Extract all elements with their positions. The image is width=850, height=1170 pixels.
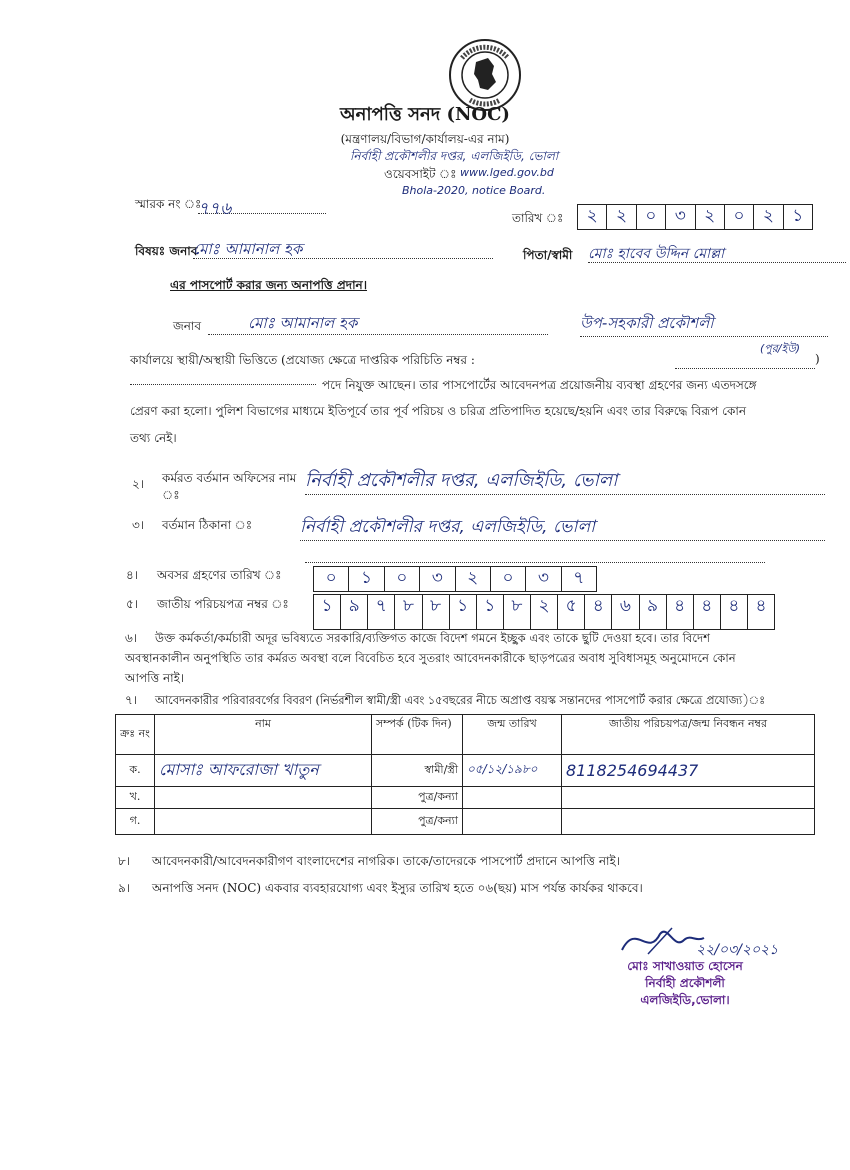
item-6-line1: উক্ত কর্মকর্তা/কর্মচারী অদূর ভবিষ্যতে সরকারি/ব্যক্তিগত কাজে বিদেশ গমনে ইচ্ছুক এবং তাকে ছুটি দেওয়া হবে। তার বিদেশ: [155, 631, 710, 645]
date-digit: ২: [696, 205, 725, 229]
row-relation: পুত্র/কন্যা: [372, 787, 463, 809]
document-title: অনাপত্তি সনদ (NOC): [340, 104, 510, 125]
signature-date: ২২/০৩/২০২১: [696, 942, 779, 958]
item-3-number: ৩।: [132, 518, 145, 532]
nid-digit: ৪: [694, 595, 721, 629]
memo-label: স্মারক নং ঃ: [135, 197, 202, 211]
date-digit: ৩: [666, 205, 695, 229]
date-digit: ২: [607, 205, 636, 229]
row-relation: পুত্র/কন্যা: [372, 809, 463, 835]
retirement-digit: ৩: [420, 567, 455, 591]
date-digit: ২: [578, 205, 607, 229]
nid-digit: ৬: [612, 595, 639, 629]
subject-label: বিষয়ঃ জনাব: [135, 244, 198, 258]
item-4-label: অবসর গ্রহণের তারিখ ঃ: [157, 568, 282, 582]
body-line-5: তথ্য নেই।: [130, 431, 177, 445]
body-line-2: কার্যালয়ে স্থায়ী/অস্থায়ী ভিত্তিতে (প্রযোজ্য ক্ষেত্রে দাপ্তরিক পরিচিতি নম্বর :: [130, 353, 475, 367]
designation: উপ-সহকারী প্রকৌশলী: [580, 314, 714, 332]
item-3-label: বর্তমান ঠিকানা ঃ: [162, 518, 253, 532]
body-line-4: প্রেরণ করা হলো। পুলিশ বিভাগের মাধ্যমে ইতিপূর্বে তার পূর্ব পরিচয় ও চরিত্র প্রতিপাদিত হয়েছে/হয়নি এবং তার বিরুদ্ধে বিরূপ কোন: [130, 404, 747, 418]
nid-digit: ৪: [721, 595, 748, 629]
nid-digit: ৮: [395, 595, 422, 629]
address-line-2: [305, 558, 765, 563]
subject-line: এর পাসপোর্ট করার জন্য অনাপত্তি প্রদান।: [170, 278, 368, 292]
stamp-designation: নির্বাহী প্রকৌশলী: [645, 976, 725, 990]
nid-digit: ৮: [504, 595, 531, 629]
nid-digit: ৫: [558, 595, 585, 629]
row-birthdate: [463, 787, 562, 809]
father-name: মোঃ হাবেব উদ্দিন মোল্লা: [588, 246, 725, 262]
subject-name: মোঃ আমানাল হক: [193, 240, 303, 258]
post-field: [130, 374, 316, 385]
nid-digit: ২: [531, 595, 558, 629]
body-mr-label: জনাব: [173, 319, 202, 333]
memo-value: ৭৭৬: [198, 199, 232, 219]
date-digit: ০: [637, 205, 666, 229]
item-8-number: ৮।: [118, 854, 131, 868]
nid-digit: ৭: [368, 595, 395, 629]
table-row: [116, 755, 815, 787]
retirement-digit: ০: [385, 567, 420, 591]
header-serial: ক্রঃ নং: [116, 715, 155, 755]
header-relation: সম্পর্ক (টিক দিন): [372, 715, 463, 755]
date-digit-boxes: [577, 204, 813, 230]
date-label: তারিখ ঃ: [512, 211, 564, 225]
item-2-number: ২।: [132, 477, 145, 491]
designation-suffix: (পুর/ইউ): [760, 342, 801, 355]
retirement-digit: ৭: [573, 568, 585, 588]
item-9-number: ৯।: [118, 881, 131, 895]
nid-digit: ৪: [755, 596, 767, 616]
address-value: নির্বাহী প্রকৌশলীর দপ্তর, এলজিইডি, ভোলা: [300, 517, 596, 537]
official-id-field: [675, 360, 815, 369]
family-table-header: [116, 715, 815, 755]
subject-name-field: [193, 238, 493, 259]
stamp-name: মোঃ সাখাওয়াত হোসেন: [627, 959, 743, 973]
website-label: ওয়েবসাইট ঃ: [384, 167, 457, 181]
retirement-digit: ০: [314, 567, 349, 591]
item-4-number: ৪।: [126, 568, 139, 582]
family-table: [115, 714, 815, 835]
item-2-label: কর্মরত বর্তমান অফিসের নাম ঃ: [162, 471, 297, 502]
retirement-date-boxes: [313, 566, 597, 592]
date-digit: ১: [792, 206, 804, 226]
office-name-value: নির্বাহী প্রকৌশলীর দপ্তর, এলজিইডি, ভোলা: [305, 470, 618, 491]
row-name: [155, 809, 372, 835]
row-relation: স্বামী/স্ত্রী: [372, 755, 463, 787]
row-nid: 8118254694437: [562, 755, 815, 787]
header-birthdate: জন্ম তারিখ: [463, 715, 562, 755]
retirement-digit: ৩: [526, 567, 561, 591]
body-line-3: পদে নিযুক্ত আছেন। তার পাসপোর্টের আবেদনপত্র প্রয়োজনীয় ব্যবস্থা গ্রহণের জন্য এতদসঙ্গে: [322, 378, 757, 392]
item-5-label: জাতীয় পরিচয়পত্র নম্বর ঃ: [157, 597, 289, 611]
item-5-number: ৫।: [126, 597, 139, 611]
item-8-text: আবেদনকারী/আবেদনকারীগণ বাংলাদেশের নাগরিক। তাকে/তাদেরকে পাসপোর্ট প্রদানে আপত্তি নাই।: [152, 854, 621, 868]
signature-scribble: [618, 920, 708, 960]
row-name: মোসাঃ আফরোজা খাতুন: [155, 755, 372, 787]
body-line-2-end: ): [815, 352, 820, 366]
memo-field: [198, 196, 326, 219]
retirement-digit: ২: [456, 567, 491, 591]
table-row: [116, 787, 815, 809]
body-name: মোঃ আমানাল হক: [248, 314, 358, 332]
ministry-caption: (মন্ত্রণালয়/বিভাগ/কার্যালয়-এর নাম): [340, 132, 510, 146]
nid-digit: ৯: [640, 595, 667, 629]
nid-digit: ৯: [341, 595, 368, 629]
website-value: www.lged.gov.bd: [460, 166, 554, 179]
item-7-number: ৭।: [125, 693, 138, 707]
row-birthdate: ০৫/১২/১৯৮০: [463, 755, 562, 787]
retirement-digit: ১: [349, 567, 384, 591]
row-serial: গ.: [116, 809, 155, 835]
item-9-text: অনাপত্তি সনদ (NOC) একবার ব্যবহারযোগ্য এবং ইস্যুর তারিখ হতে ০৬(ছয়) মাস পর্যন্ত কার্যকর থাকবে।: [152, 881, 643, 895]
father-name-field: [588, 242, 846, 263]
address-field: [300, 514, 825, 541]
table-row: [116, 809, 815, 835]
row-nid: [562, 787, 815, 809]
date-digit: ২: [754, 205, 783, 229]
nid-digit: ৪: [585, 595, 612, 629]
website-note: Bhola-2020, notice Board.: [402, 184, 546, 197]
row-serial: খ.: [116, 787, 155, 809]
father-label: পিতা/স্বামী: [523, 248, 573, 262]
designation-field: [580, 312, 828, 337]
item-6-line3: আপত্তি নাই।: [125, 671, 185, 685]
item-6-line2: অবস্থানকালীন অনুপস্থিতি তার কর্মরত অবস্থা বলে বিবেচিত হবে সুতরাং আবেদনকারীকে ছাড়পত্রের অবাধ সুবিধাসমূহ অনুমোদনে কোন: [125, 651, 736, 665]
nid-digit: ৪: [667, 595, 694, 629]
stamp-office: এলজিইডি,ভোলা।: [640, 993, 730, 1007]
nid-digit-boxes: [313, 594, 775, 630]
body-name-field: [208, 312, 548, 335]
item-6-number: ৬।: [125, 631, 138, 645]
nid-digit: ১: [314, 595, 341, 629]
nid-digit: ৮: [423, 595, 450, 629]
header-name: নাম: [155, 715, 372, 755]
header-nid: জাতীয় পরিচয়পত্র/জন্ম নিবন্ধন নম্বর: [562, 715, 815, 755]
row-name: [155, 787, 372, 809]
row-serial: ক.: [116, 755, 155, 787]
office-name-handwritten: নির্বাহী প্রকৌশলীর দপ্তর, এলজিইডি, ভোলা: [350, 149, 559, 163]
nid-digit: ১: [477, 595, 504, 629]
nid-digit: ১: [450, 595, 477, 629]
office-name-field: [305, 466, 825, 495]
row-nid: [562, 809, 815, 835]
date-digit: ০: [725, 205, 754, 229]
officer-stamp: [580, 958, 790, 1009]
item-7-label: আবেদনকারীর পরিবারবর্গের বিবরণ (নির্ভরশীল স্বামী/স্ত্রী এবং ১৫বছরের নীচে অপ্রাপ্ত বয়স্ক সন্তানদের পাসপোর্ট করার ক্ষেত্রে প্রযোজ্য)ঃ: [155, 694, 766, 707]
row-birthdate: [463, 809, 562, 835]
retirement-digit: ০: [491, 567, 526, 591]
